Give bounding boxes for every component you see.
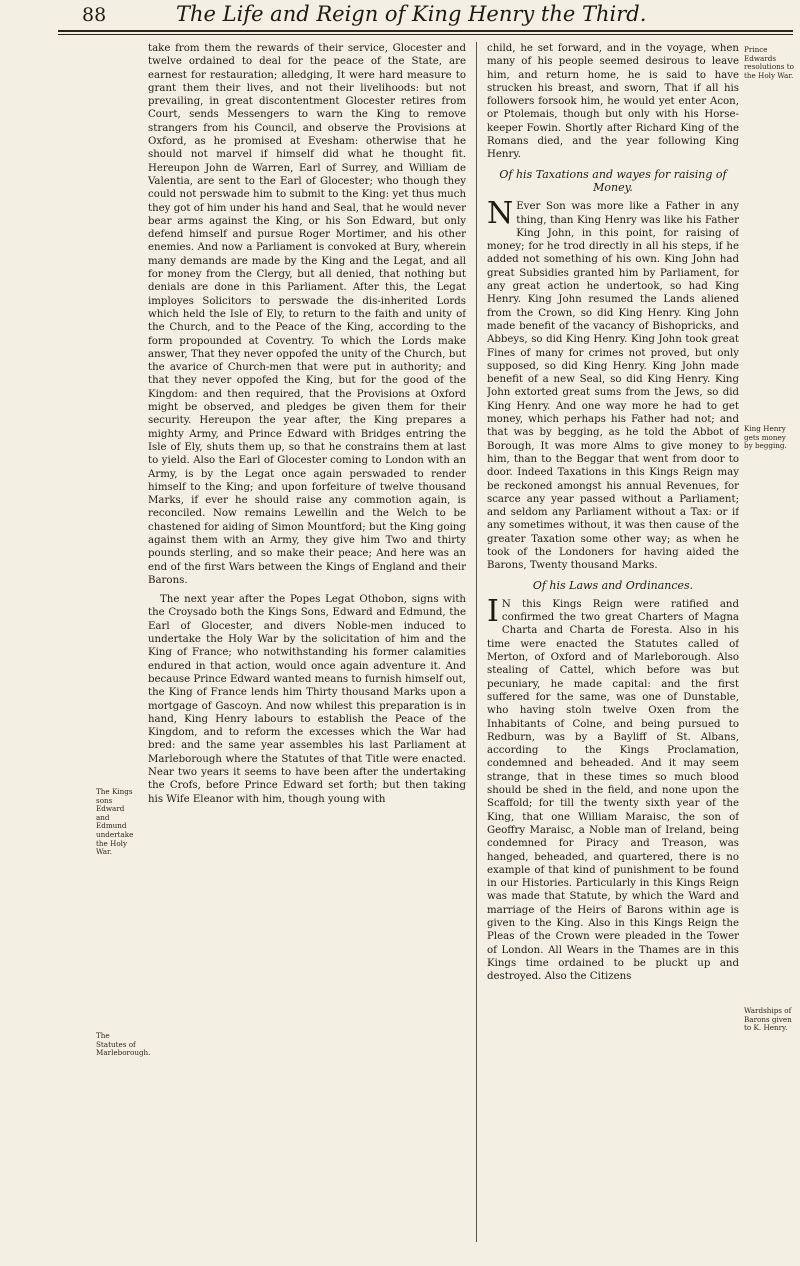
drop-cap-i: I	[487, 593, 499, 629]
page-number: 88	[82, 4, 107, 26]
laws-text: N this Kings Reign were ratified and confirmed the two great Charters of Magna Charta and Charta de Foresta. Also in his time were enacted the Statutes called of Merton, of Oxford and of Marleborough. Also stealing of Cattel, which before was but pecuniary, he made capital: and the first suffered for the same, was one of Dunstable, who having stoln twelve Oxen from the Inhabitants of Colne, and being pursued to Redburn, was by a Bayliff of St. Albans, according to the Kings Proclamation, condemned and beheaded. And it may seem strange, that in these times so much blood should be shed in the field, and none upon the Scaffold; for till the twenty sixth year of the King, that one William Maraisc, the son of Geoffry Maraisc, a Noble man of Ireland, being condemned for Piracy and Treason, was hanged, beheaded, and quartered, there is no example of that kind of punishment to be found in our Histories. Particularly in this Kings Reign was made that Statute, by which the Ward and marriage of the Heirs of Barons within age is given to the King. Also in this Kings Reign the Pleas of the Crown were pleaded in the Tower of London. All Wears in the Thames are in this Kings time ordained to be pluckt up and destroyed. Also the Citizens	[487, 598, 739, 983]
taxation-text: Ever Son was more like a Father in any thing, than King Henry was like his Father King John, in this point, for raising of money; for he trod directly in all his steps, if he added not something of his own. King John had great Subsidies granted him by Parliament, for any great action he undertook, so had King Henry. King John resumed the Lands aliened from the Crown, so did King Henry. King John made benefit of the vacancy of Bishopricks, and Abbeys, so did King Henry. King John took great Fines of many for crimes not proved, but only supposed, so did King Henry. King John made benefit of a new Seal, so did King Henry. King John extorted great sums from the Jews, so did King Henry. And one way more he had to get money, which perhaps his Father had not; and that was by begging, as he told the Abbot of Borough, It was more Alms to give money to him, than to the Beggar that went from door to door. Indeed Taxations in this Kings Reign may be reckoned amongst his annual Revenues, for scarce any year passed without a Parliament; and seldom any Parliament without a Tax: or if any sometimes without, it was then cause of the greater Taxation some other way; as when he took of the Londoners for having aided the Barons, Twenty thousand Marks.	[487, 201, 739, 572]
margin-note-holy-war: The Kings sons Edward and Edmund undertake the Holy War.	[96, 787, 134, 857]
left-paragraph-1: take from them the rewards of their service, Glocester and twelve ordained to deal for the peace of the State, are earnest for restauration; alledging, It were hard measure to grant them their lives, and not their livelihoods: but not prevailing, in great discontentment Glocester retires from Court, sends Messengers to warn the King to remove strangers from his Council, and observe the Provisions at Oxford, as he promised at Evesham: otherwise that he should not marvel if himself did what he thought fit. Hereupon John de Warren, Earl of Surrey, and William de Valentia, are sent to the Earl of Glocester; who though they could not perswade him to submit to the King: yet thus much they got of him under his hand and Seal, that he would never bear arms against the King, or his Son Edward, but only defend himself and pursue Roger Mortimer, and his other enemies. And now a Parliament is convoked at Bury, wherein many demands are made by the King and the Legat, and all for money from the Clergy, but all denied, that nothing but denials are done in this Parliament. After this, the Legat imployes Solicitors to perswade the dis-inherited Lords which held the Isle of Ely, to return to the faith and unity of the Church, and to the Peace of the King, according to the form propounded at Coventry. To which the Lords make answer, That they never oppofed the unity of the Church, but the avarice of Church-men that were put in authority; and that they never oppofed the King, but for the good of the Kingdom: and then required, that the Provisions at Oxford might be observed, and pledges be given them for their security. Hereupon the year after, the King prepares a mighty Army, and Prince Edward with Bridges entring the Isle of Ely, shuts them up, so that he constrains them at last to yield. Also the Earl of Glocester coming to London with an Army, is by the Legat once again perswaded to render himself to the King; and upon forfeiture of twelve thousand Marks, if ever he should raise any commotion again, is reconciled. Now remains Lewellin and the Welch to be chastened for aiding of Simon Mountford; but the King going against them with an Army, they give him Two and thirty pounds sterling, and so make their peace; And here was an end of the first Wars between the Kings of England and their Barons.	[148, 43, 466, 586]
right-paragraph-1: child, he set forward, and in the voyage, when many of his people seemed desirous to leave him, and return home, he is said to have strucken his breast, and sworn, That if all his followers forsook him, he would yet enter Acon, or Ptolemais, though but only with his Horse-keeper Fowin. Shortly after Richard King of the Romans died, and the year following King Henry.	[487, 43, 739, 161]
section-heading-laws: Of his Laws and Ordinances.	[532, 578, 694, 592]
right-paragraph-3	[487, 593, 739, 984]
header-rule-thin	[58, 34, 793, 35]
section-heading-taxations: Of his Taxations and wayes for raising of Money.	[499, 167, 727, 194]
drop-cap-n: N	[487, 196, 514, 232]
page-header	[58, 0, 793, 42]
margin-note-begging: King Henry gets money by begging.	[744, 424, 787, 451]
running-title: The Life and Reign of King Henry the Third.	[176, 2, 647, 26]
left-paragraph-2: The next year after the Popes Legat Othobon, signs with the Croysado both the Kings Sons, Edward and Edmund, the Earl of Glocester, and divers Noble-men induced to undertake the Holy War by the solicitation of him and the King of France; who notwithstanding his former calamities endured in that action, would once again adventure it. And because Prince Edward wanted means to furnish himself out, the King of France lends him Thirty thousand Marks upon a mortgage of Gascoyn. And now whilest this preparation is in hand, King Henry labours to establish the Peace of the Kingdom, and to reform the excesses which the War had bred: and the same year assembles his last Parliament at Marleborough where the Statutes of that Title were enacted. Near two years it seems to have been after the undertaking the Crofs, before Prince Edward set forth; but then taking his Wife Eleanor with him, though young with	[148, 594, 466, 805]
left-column	[148, 42, 466, 1242]
column-divider	[476, 42, 477, 1242]
right-column	[487, 42, 739, 1242]
header-rule	[58, 30, 793, 32]
margin-note-prince-edward: Prince Edwards resolutions to the Holy War.	[744, 45, 794, 80]
right-paragraph-2	[487, 196, 739, 572]
margin-note-wardships: Wardships of Barons given to K. Henry.	[744, 1006, 792, 1033]
margin-note-marleborough: The Statutes of Marleborough.	[96, 1031, 151, 1058]
